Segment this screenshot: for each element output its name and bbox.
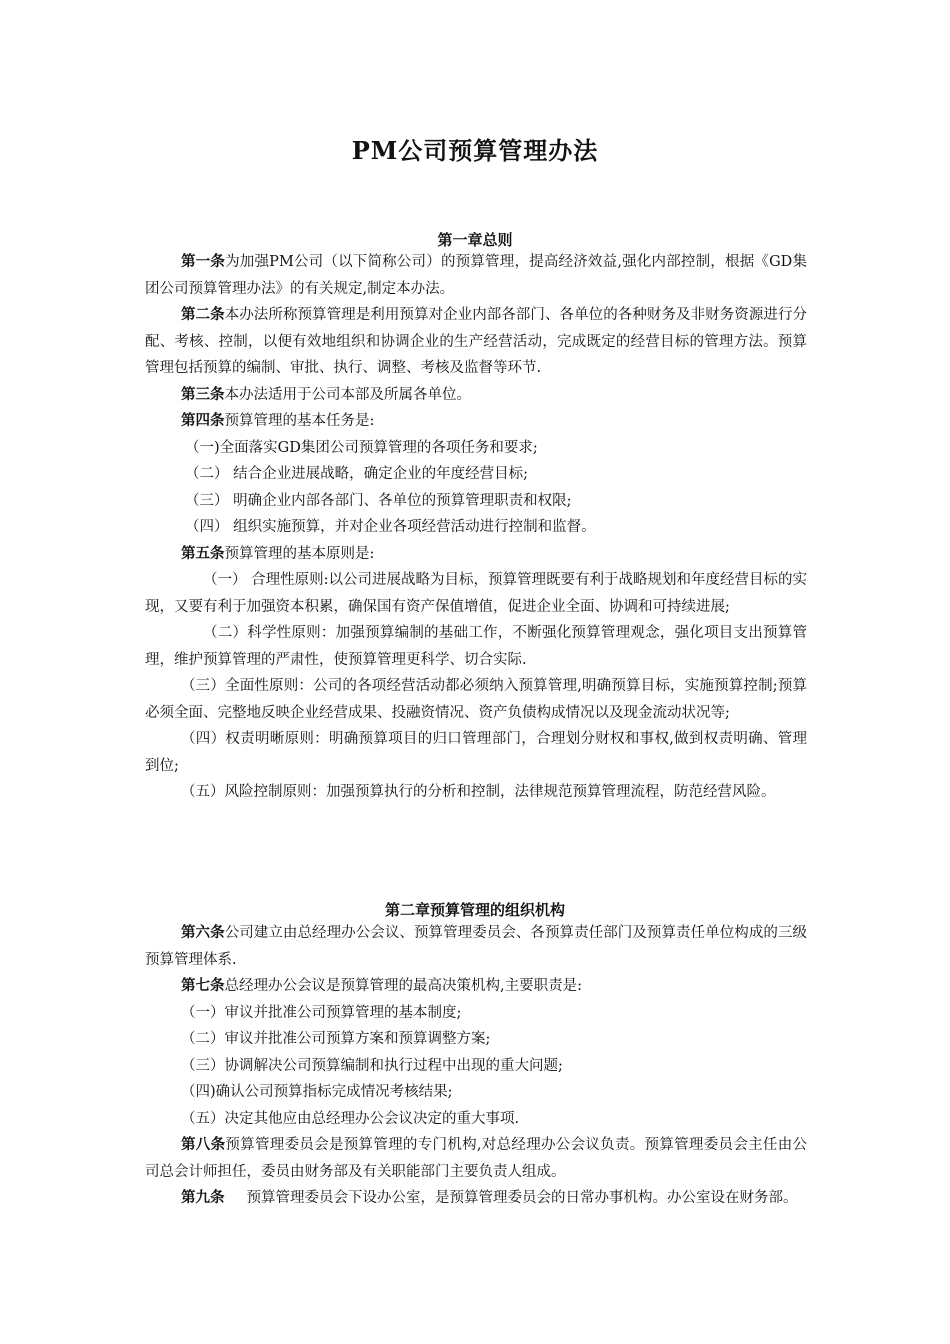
list-item: （一） 合理性原则:以公司进展战略为目标，预算管理既要有利于战略规划和年度经营目标的实现，又要有利于加强资本积累，确保国有资产保值增值，促进企业全面、协调和可持续进展; [145, 572, 807, 615]
list-item: （一）审议并批准公司预算管理的基本制度; [181, 1004, 462, 1021]
list-item: （三）协调解决公司预算编制和执行过程中出现的重大问题; [181, 1057, 563, 1074]
article-text: 总经理办公会议是预算管理的最高决策机构,主要职责是: [224, 978, 582, 994]
list-item: （四） 组织实施预算，并对企业各项经营活动进行控制和监督。 [185, 519, 596, 535]
article-text: 预算管理的基本原则是: [224, 545, 375, 562]
chapter-1-heading: 第一章总则 [437, 231, 513, 249]
article-5 [145, 541, 807, 568]
article-6 [145, 920, 807, 973]
article-7 [145, 973, 807, 1000]
chapter-2-body [145, 920, 807, 1212]
article-label: 第三条 [181, 385, 225, 403]
article-2 [145, 302, 807, 382]
list-item: （四)确认公司预算指标完成情况考核结果; [181, 1084, 453, 1100]
article-3 [145, 382, 807, 409]
article-label: 第四条 [181, 412, 225, 429]
list-item: （三）全面性原则：公司的各项经营活动都必须纳入预算管理,明确预算目标，实施预算控制;预算必须全面、完整地反映企业经营成果、投融资情况、资产负债构成情况以及现金流动状况等; [145, 678, 807, 721]
article-1 [145, 249, 807, 302]
article-label: 第六条 [181, 924, 225, 941]
article-text: 预算管理委员会是预算管理的专门机构,对总经理办公会议负责。预算管理委员会主任由公司总会计师担任，委员由财务部及有关职能部门主要负责人组成。 [145, 1137, 808, 1180]
document-title: PM公司预算管理办法 [351, 136, 599, 165]
list-item: （二） 结合企业进展战略，确定企业的年度经营目标; [185, 466, 528, 482]
article-label: 第一条 [181, 253, 226, 270]
article-label: 第五条 [181, 544, 225, 562]
article-label: 第八条 [181, 1136, 226, 1153]
article-text: 公司建立由总经理办公会议、预算管理委员会、各预算责任部门及预算责任单位构成的三级预算管理体系. [145, 925, 808, 968]
list-item: （五）风险控制原则：加强预算执行的分析和控制，法律规范预算管理流程，防范经营风险。 [181, 784, 776, 800]
article-text: 为加强PM公司（以下简称公司）的预算管理，提高经济效益,强化内部控制，根据《GD集团公司预算管理办法》的有关规定,制定本办法。 [145, 254, 807, 297]
list-item: （一)全面落实GD集团公司预算管理的各项任务和要求; [185, 439, 538, 456]
article-text: 本办法所称预算管理是利用预算对企业内部各部门、各单位的各种财务及非财务资源进行分配、考核、控制，以便有效地组织和协调企业的生产经营活动，完成既定的经营目标的管理方法。预算管理包括预算的编制、审批、执行、调整、考核及监督等环节. [145, 307, 808, 376]
article-label: 第二条 [181, 306, 225, 323]
list-item: （四）权责明晰原则：明确预算项目的归口管理部门，合理划分财权和事权,做到权责明确、管理到位; [145, 731, 807, 774]
article-8 [145, 1132, 807, 1185]
chapter-1-body [145, 249, 807, 806]
chapter-2-heading: 第二章预算管理的组织机构 [384, 901, 565, 919]
article-label: 第七条 [181, 977, 225, 994]
list-item: （二）科学性原则：加强预算编制的基础工作，不断强化预算管理观念，强化项目支出预算管理，维护预算管理的严肃性，使预算管理更科学、切合实际. [145, 625, 807, 668]
list-item: （二）审议并批准公司预算方案和预算调整方案; [181, 1031, 491, 1047]
list-item: （三） 明确企业内部各部门、各单位的预算管理职责和权限; [185, 492, 572, 509]
article-label: 第九条 [181, 1189, 225, 1206]
article-4 [145, 408, 807, 435]
list-item: （五）决定其他应由总经理办公会议决定的重大事项. [181, 1110, 520, 1127]
article-text: 本办法适用于公司本部及所属各单位。 [224, 386, 471, 403]
article-text: 预算管理的基本任务是: [224, 413, 375, 429]
article-text: 预算管理委员会下设办公室，是预算管理委员会的日常办事机构。办公室设在财务部。 [246, 1190, 798, 1206]
article-9 [145, 1185, 807, 1212]
